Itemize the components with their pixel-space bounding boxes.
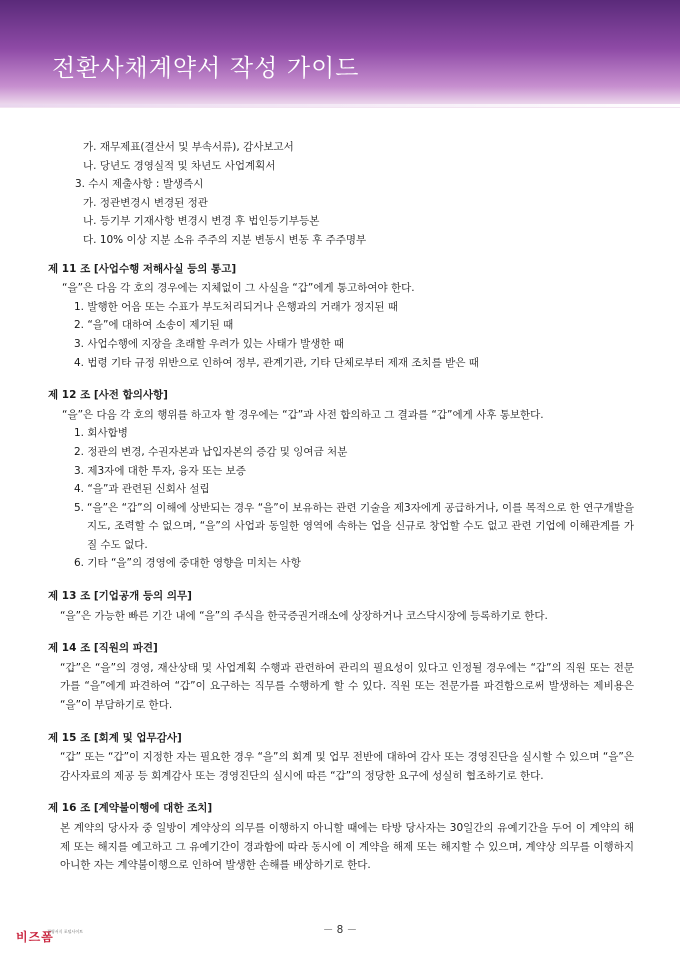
list-item: 3. 제3자에 대한 투자, 융자 또는 보증: [74, 464, 246, 477]
list-item: [48, 499, 634, 555]
page-number: － 8 －: [322, 924, 358, 936]
list-item: 4. “을”과 관련된 신회사 설립: [74, 483, 210, 496]
article-15: [48, 729, 634, 786]
list-item: 6. 기타 “을”의 경영에 중대한 영향을 미치는 사항: [74, 557, 301, 570]
article-title: 제 13 조 [기업공개 등의 의무]: [48, 590, 192, 603]
article-body: 본 계약의 당사자 중 일방이 계약상의 의무를 이행하지 아니할 때에는 타방 당사자는 30일간의 유예기간을 두어 이 계약의 해제 또는 해지를 예고하고 그 유예기간이 경과함에 따라 동시에 이 계약을 해제 또는 해지할 수 있으며, 계약상 의무를 이행하지 아니한 자는 계약불이행으로 인하여 발생한 손해를 배상하기로 한다.: [60, 822, 634, 872]
article-intro: “을”은 다음 각 호의 경우에는 지체없이 그 사실을 “갑”에게 통고하여야 한다.: [62, 282, 415, 295]
article-13: [48, 587, 634, 625]
list-item-number: 5.: [74, 501, 85, 514]
article-body: “갑” 또는 “갑”이 지정한 자는 필요한 경우 “을”의 회계 및 업무 전반에 대하여 감사 또는 경영진단을 실시할 수 있으며 “을”은 감사자료의 제공 등 회계감사 또는 경영진단의 실시에 따른 “갑”의 정당한 요구에 성실히 협조하기로 한다.: [60, 751, 634, 782]
article-12: [48, 386, 634, 573]
list-item: 2. “을”에 대하여 소송이 제기된 때: [74, 319, 234, 332]
list-item: 나. 등기부 기재사항 변경시 변경 후 법인등기부등본: [83, 215, 320, 228]
article-title: 제 11 조 [사업수행 저해사실 등의 통고]: [48, 262, 237, 275]
list-item: 1. 발행한 어음 또는 수표가 부도처리되거나 은행과의 거래가 정지된 때: [74, 300, 399, 313]
list-item: 1. 회사합병: [74, 427, 128, 440]
article-title: 제 15 조 [회계 및 업무감사]: [48, 731, 182, 744]
article-intro: “을”은 다음 각 호의 행위를 하고자 할 경우에는 “갑”과 사전 합의하고 그 결과를 “갑”에게 사후 통보한다.: [62, 408, 544, 421]
document-body: [48, 138, 634, 875]
logo-text: 비즈폼: [16, 930, 54, 944]
article-11: [48, 260, 634, 373]
list-item: 2. 정관의 변경, 수권자본과 납입자본의 증감 및 잉여금 처분: [74, 445, 348, 458]
list-item: 가. 정관변경시 변경된 정관: [83, 196, 208, 209]
article-body: “을”은 가능한 빠른 기간 내에 “을”의 주식을 한국증권거래소에 상장하거나 코스닥시장에 등록하기로 한다.: [60, 609, 548, 622]
logo-subtitle: 경영서식 포털사이트: [47, 929, 84, 934]
article-14: [48, 639, 634, 714]
article-16: [48, 799, 634, 874]
list-item: 3. 수시 제출사항 : 발생즉시: [75, 178, 204, 191]
article-body: “갑”은 “을”의 경영, 재산상태 및 사업계획 수행과 관련하여 관리의 필요성이 있다고 인정될 경우에는 “갑”의 직원 또는 전문가를 “을”에게 파견하여 “갑”이 요구하는 직무를 수행하게 할 수 있다. 직원 또는 전문가를 파견함으로써 발생하는 제비용은 “을”이 부담하기로 한다.: [60, 661, 634, 712]
list-item: 가. 재무제표(결산서 및 부속서류), 감사보고서: [83, 141, 294, 153]
list-item: 나. 당년도 경영실적 및 차년도 사업계획서: [83, 159, 276, 172]
bizforms-logo: [16, 926, 84, 950]
list-item-text: “을”은 “갑”의 이해에 상반되는 경우 “을”이 보유하는 관련 기술을 제3자에게 공급하거나, 이를 목적으로 한 연구개발을 지도, 조력할 수 없으며, “을”의 사업과 동일한 영역에 속하는 업을 신규로 창업할 수도 없고 관련 기업에 이해관계를 가질 수도 없다.: [87, 501, 634, 551]
list-item: 4. 법령 기타 규정 위반으로 인하여 정부, 관계기관, 기타 단체로부터 제재 조치를 받은 때: [74, 356, 479, 369]
list-item: 다. 10% 이상 지분 소유 주주의 지분 변동시 변동 후 주주명부: [83, 233, 367, 246]
article-title: 제 12 조 [사전 합의사항]: [48, 389, 168, 402]
article-title: 제 14 조 [직원의 파견]: [48, 642, 158, 655]
header-divider: [0, 104, 680, 107]
page-header-title: 전환사채계약서 작성 가이드: [52, 54, 360, 82]
article-title: 제 16 조 [계약불이행에 대한 조치]: [48, 802, 213, 815]
list-item: 3. 사업수행에 지장을 초래할 우려가 있는 사태가 발생한 때: [74, 337, 345, 350]
page-header-banner: [0, 0, 680, 108]
